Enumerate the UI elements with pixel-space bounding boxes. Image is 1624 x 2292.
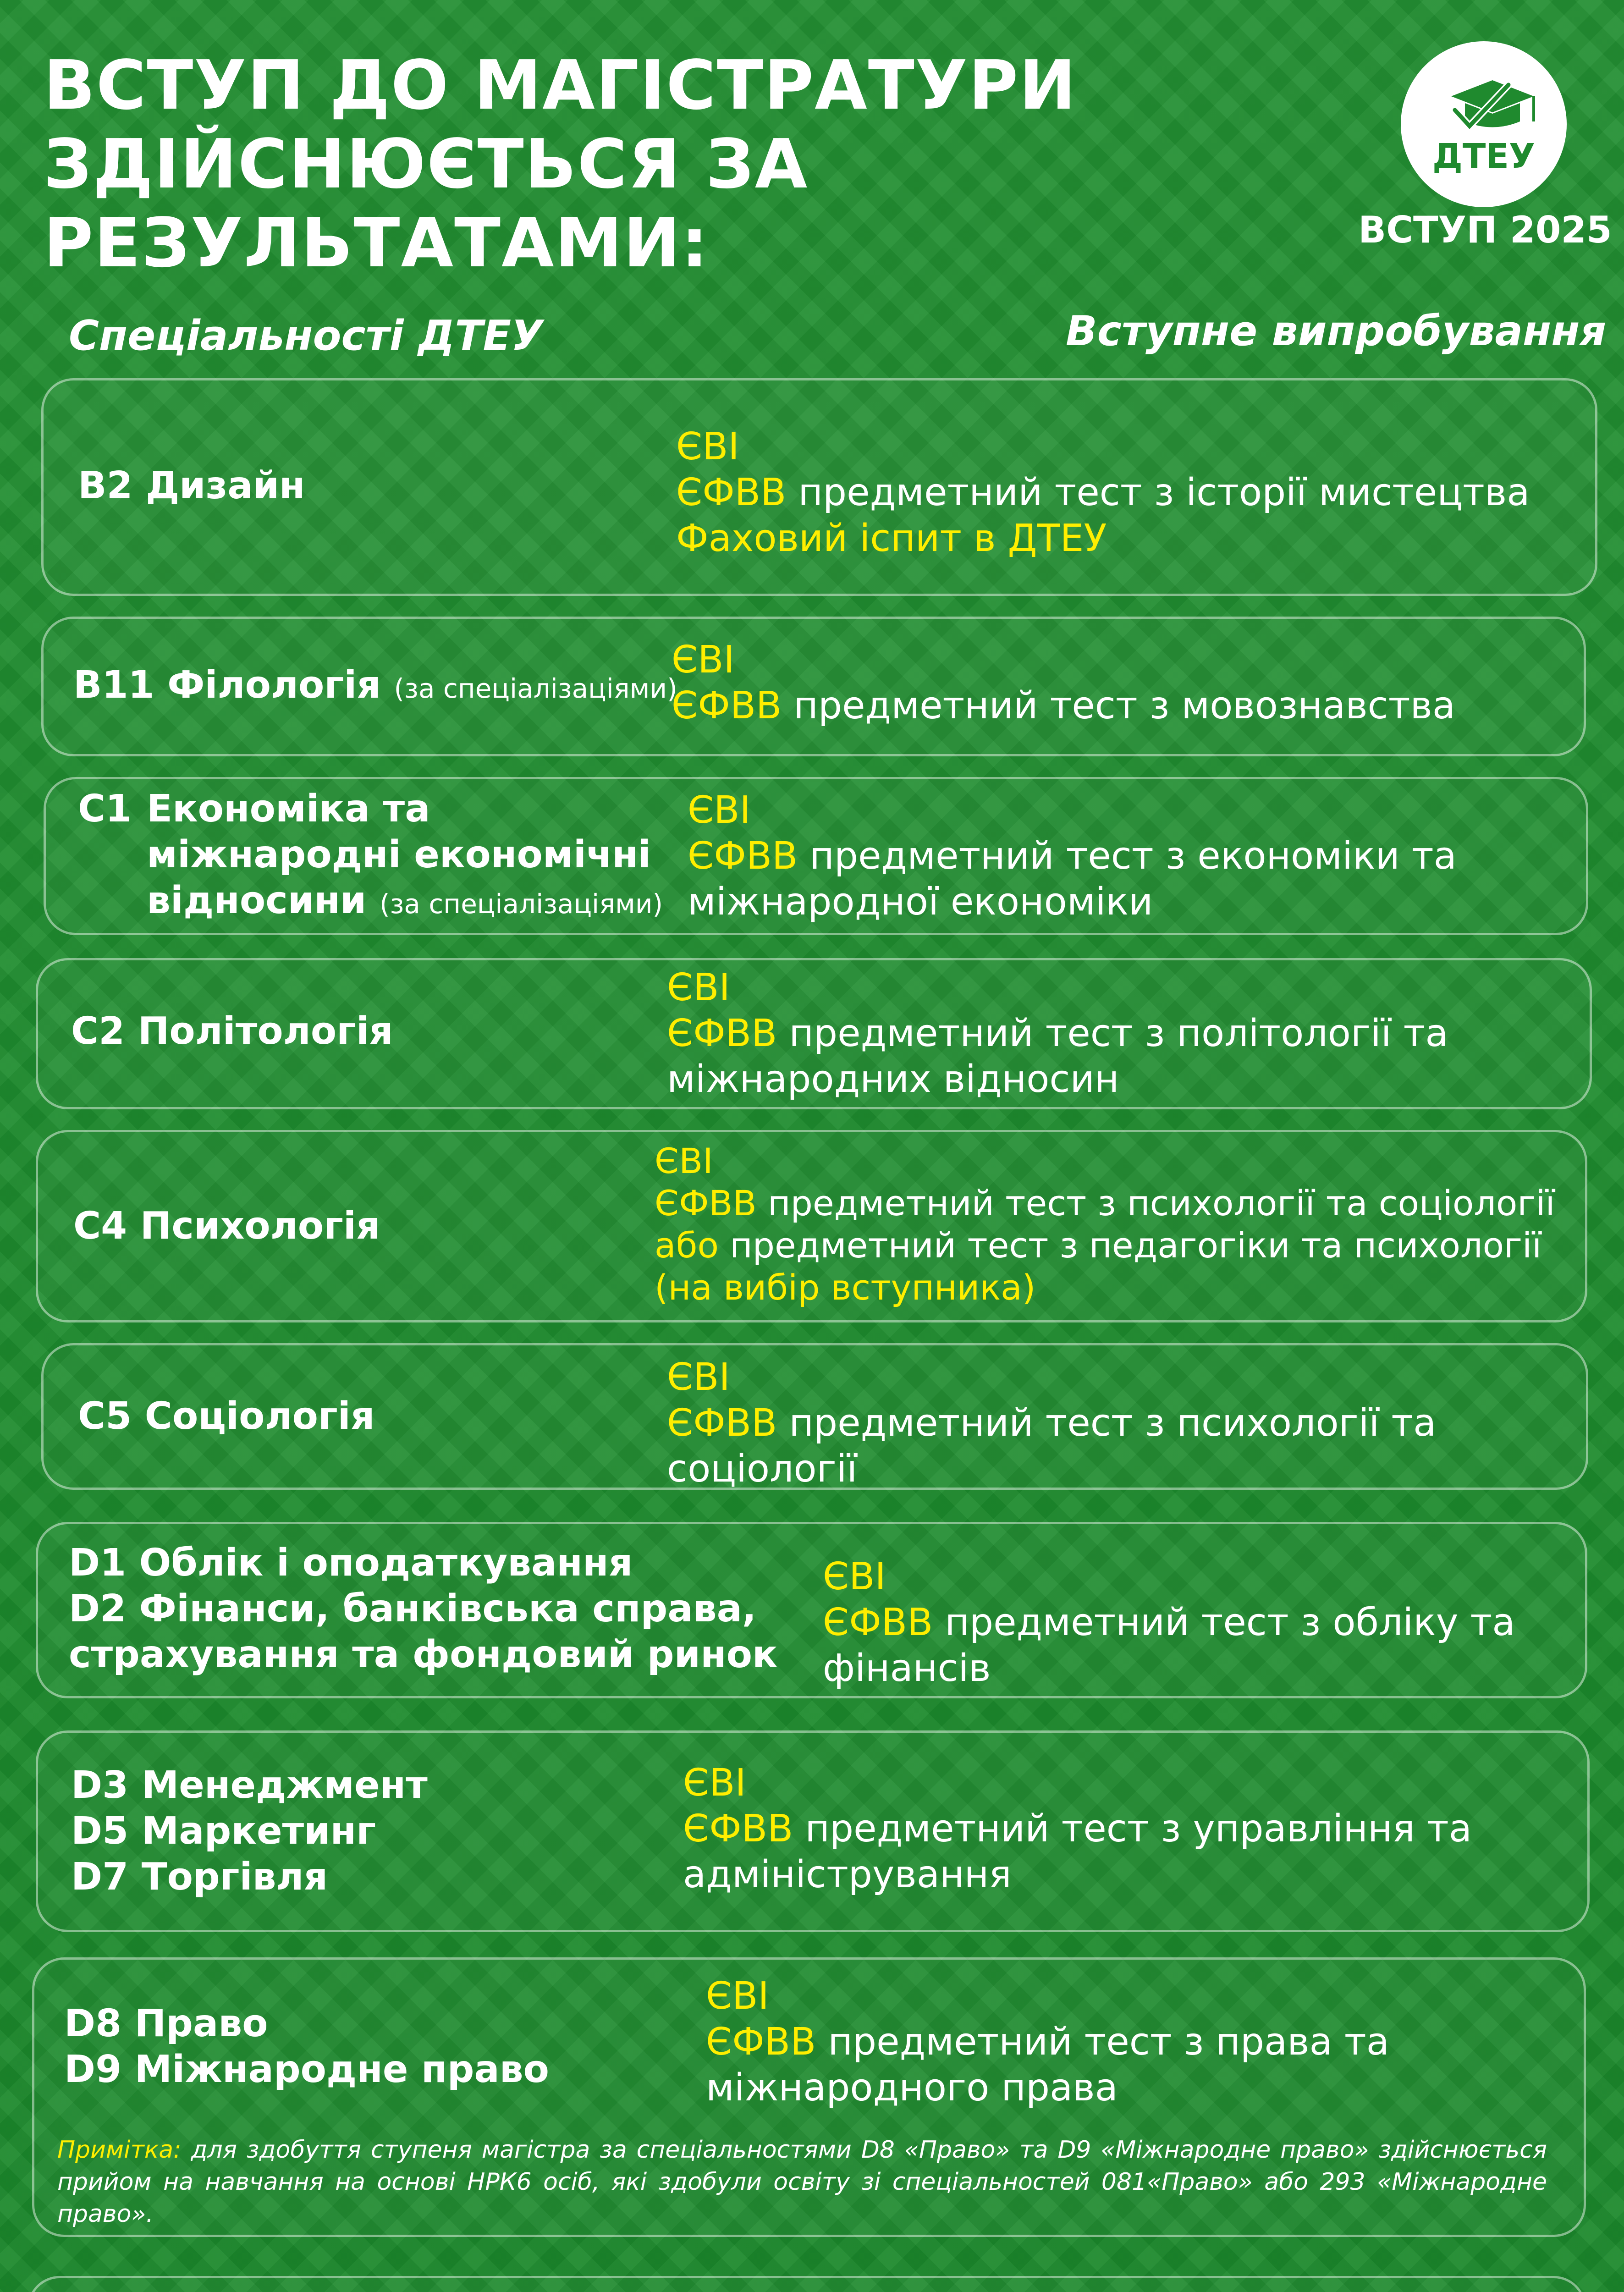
admission-year-badge: ВСТУП 2025 <box>1358 209 1612 251</box>
exam-evi: ЄВІ <box>676 425 739 468</box>
spec-d1-d2: D1 Облік і оподаткування D2 Фінанси, банківська справа, страхування та фондовий ринок <box>69 1541 778 1676</box>
exams-header: Вступне випробування <box>1066 307 1607 355</box>
spec-d3-d5-d7: D3 Менеджмент D5 Маркетинг D7 Торгівля <box>71 1763 428 1899</box>
dteu-logo <box>1401 41 1567 207</box>
exam-efvv: ЄФВВ предметний тест з мовознавства <box>672 684 1456 727</box>
exam-line: ЄВІ ЄФВВ предметний тест з політології та міжнародних відносин <box>667 966 1448 1101</box>
title-line-2: ЗДІЙСНЮЄТЬСЯ ЗА <box>44 125 809 204</box>
spec-c5: С5 Соціологія <box>78 1394 375 1438</box>
note-d8: Примітка: для здобуття ступеня магістра за спеціальностями D8 «Право» та D9 «Міжнародне право» здійснюється прийом на навчання на основі НРК6 осіб, які здобули освіту зі спеціальностей 081«Право» або 293 «Міжнародне право». <box>57 2136 1547 2228</box>
spec-b2: В2 Дизайн <box>78 464 305 507</box>
exam-line: ЄВІ ЄФВВ предметний тест з психології та соціології <box>667 1355 1437 1491</box>
exam-line: ЄВІ ЄФВВ предметний тест з економіки та міжнародної економіки <box>688 788 1457 924</box>
exam-efvv: ЄФВВ предметний тест з історії мистецтва <box>676 471 1530 514</box>
page-title <box>44 46 1144 282</box>
specialties-header: Спеціальності ДТЕУ <box>69 312 543 360</box>
exam-professional: Фаховий іспит в ДТЕУ <box>676 517 1107 560</box>
exam-evi: ЄВІ <box>672 638 735 682</box>
exam-line <box>672 637 1455 729</box>
card-f-it <box>28 2276 1586 2292</box>
spec-c1: Економіка та міжнародні економічні відносини (за спеціалізаціями) <box>147 787 663 922</box>
spec-c1-code: С1 <box>78 787 132 831</box>
title-line-1: ВСТУП ДО МАГІСТРАТУРИ <box>44 46 1077 125</box>
exam-line: ЄВІ ЄФВВ предметний тест з управління та адміністрування <box>683 1761 1472 1896</box>
title-line-3: РЕЗУЛЬТАТАМИ: <box>44 204 709 282</box>
exam-line <box>676 424 1530 562</box>
spec-c4: С4 Психологія <box>73 1204 380 1248</box>
exam-line: ЄВІ ЄФВВ предметний тест з обліку та фінансів <box>823 1555 1515 1690</box>
spec-b11: В11 Філологія (за спеціалізаціями) <box>73 663 677 707</box>
spec-c2: С2 Політологія <box>71 1009 393 1053</box>
spec-d8-d9: D8 Право D9 Міжнародне право <box>64 2002 549 2091</box>
exam-line: ЄВІ ЄФВВ предметний тест з права та міжнародного права <box>706 1974 1389 2110</box>
graduation-cap-check-icon <box>1401 41 1567 207</box>
exam-line: ЄВІ ЄФВВ предметний тест з психології та соціології або предметний тест з педагогіки та психології (на вибір вступника) <box>655 1140 1555 1308</box>
logo-text: ДТЕУ <box>1432 137 1535 176</box>
